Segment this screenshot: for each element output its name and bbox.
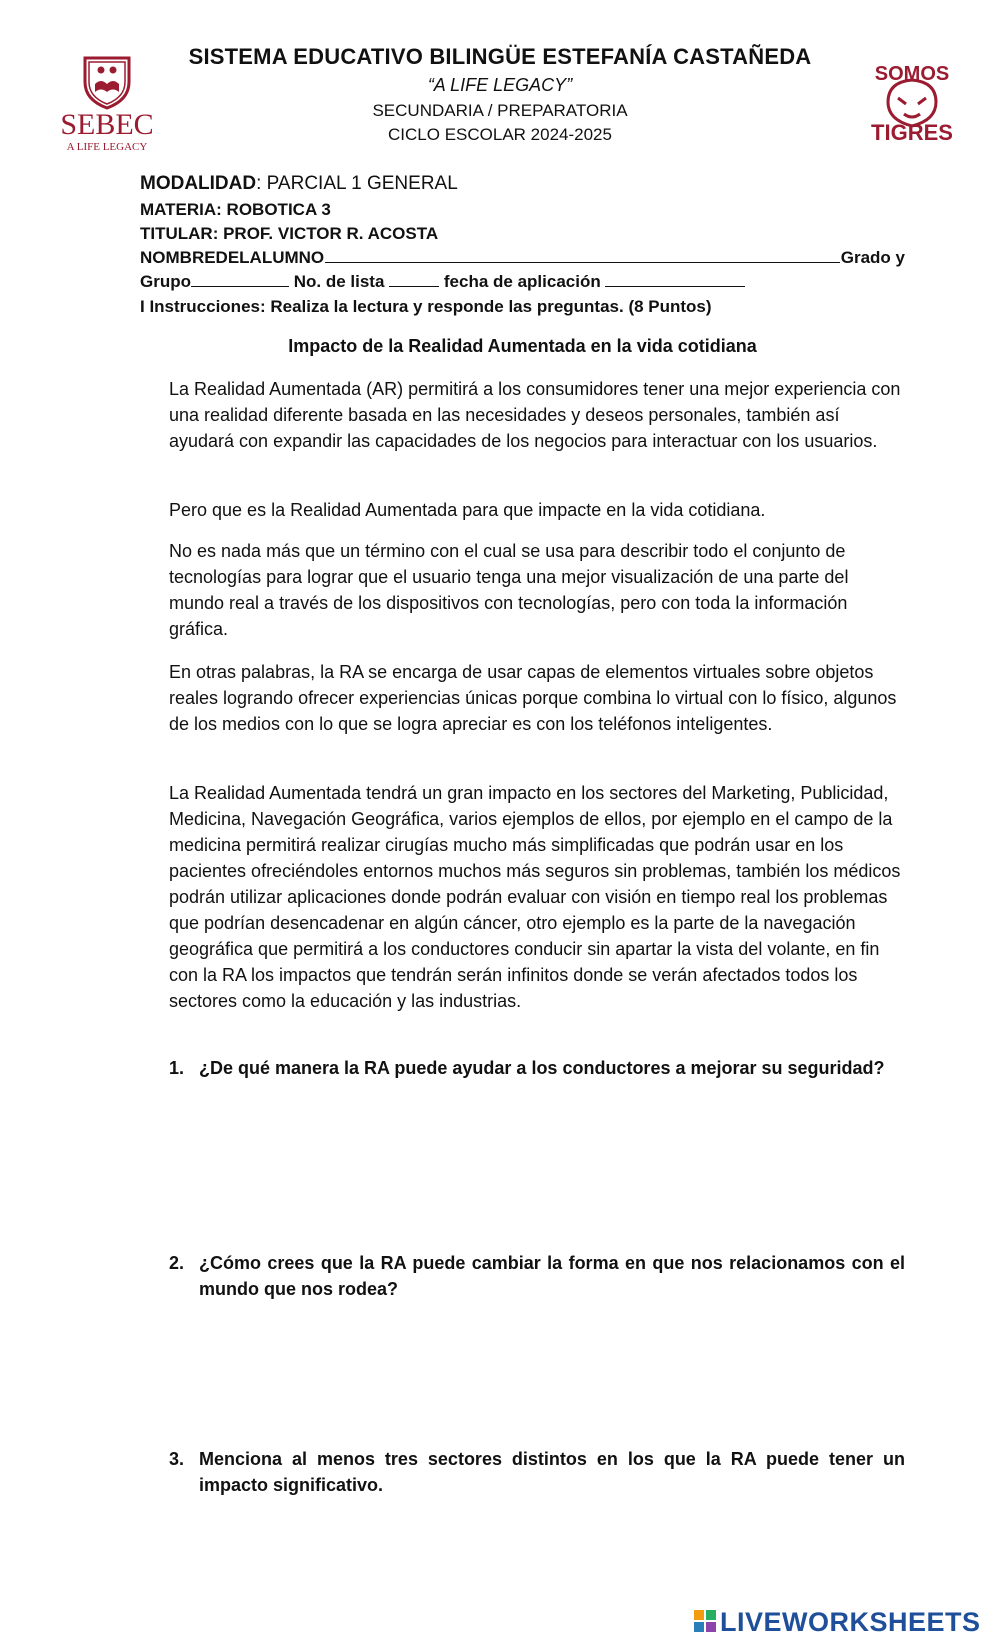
liveworksheets-brand (694, 1608, 981, 1636)
school-level: SECUNDARIA / PREPARATORIA (372, 101, 628, 120)
modalidad-value: : PARCIAL 1 GENERAL (256, 173, 458, 194)
school-name: SISTEMA EDUCATIVO BILINGÜE ESTEFANÍA CASTAÑEDA (188, 44, 812, 69)
nombre-line (140, 248, 905, 268)
question-number: 1. (169, 1058, 185, 1078)
nombre-field[interactable] (325, 248, 840, 263)
question-number: 2. (169, 1253, 185, 1273)
modalidad-line (140, 173, 905, 195)
school-cycle: CICLO ESCOLAR 2024-2025 (388, 125, 612, 144)
modalidad-label: MODALIDAD (140, 173, 257, 194)
question-text: Menciona al menos tres sectores distintos en los que la RA puede tener un impacto significativo. (199, 1449, 905, 1495)
question-number: 3. (169, 1449, 185, 1469)
sebec-logo-tagline: A LIFE LEGACY (66, 141, 148, 153)
reading-paragraph: La Realidad Aumentada tendrá un gran impacto en los sectores del Marketing, Publicidad, Medicina, Navegación Geográfica, varios ejemplos de ellos, por ejemplo en el campo de la medicina permitirá realizar cirugías mucho más simplificadas que podrán usar en los pacientes ofreciéndoles entornos muchos más seguros sin problemas, también los médicos podrán utilizar aplicaciones donde podrán evaluar con visión en tiempo real los problemas que podrían desencadenar en algún cáncer, otro ejemplo es la parte de la navegación geográfica que permitirá a los conductores conducir sin apartar la vista del volante, en fin con la RA los impactos que tendrán serán infinitos donde se verán afectados todos los sectores como la educación y las industrias. (169, 783, 901, 1011)
question-3 (169, 1446, 905, 1498)
tigres-logo-top: SOMOS (874, 63, 950, 85)
tigres-logo-bottom: TIGRES (871, 120, 953, 145)
question-text: ¿De qué manera la RA puede ayudar a los conductores a mejorar su seguridad? (199, 1058, 885, 1078)
instructions: I Instrucciones: Realiza la lectura y responde las preguntas. (8 Puntos) (140, 297, 712, 316)
question-2 (169, 1250, 905, 1302)
lista-field[interactable] (389, 272, 439, 287)
liveworksheets-icon (694, 1610, 716, 1634)
reading-paragraph: En otras palabras, la RA se encarga de usar capas de elementos virtuales sobre objetos reales logrando ofrecer experiencias únicas porque combina lo virtual con lo físico, algunos de los medios con lo que se logra apreciar es con los teléfonos inteligentes. (169, 662, 897, 734)
grupo-line (140, 272, 905, 292)
sebec-logo-name: SEBEC (60, 108, 154, 141)
liveworksheets-text: LIVEWORKSHEETS (720, 1606, 981, 1637)
reading-paragraph: No es nada más que un término con el cual se usa para describir todo el conjunto de tecnologías para lograr que el usuario tenga una mejor visualización de una parte del mundo real a través de los dispositivos con tecnologías, pero con toda la información gráfica. (169, 541, 849, 639)
question-text: ¿Cómo crees que la RA puede cambiar la forma en que nos relacionamos con el mundo que nos rodea? (199, 1253, 905, 1299)
tigres-logo (868, 60, 956, 146)
fecha-label: fecha de aplicación (443, 272, 601, 291)
school-motto: “A LIFE LEGACY” (427, 75, 573, 95)
reading-paragraph: La Realidad Aumentada (AR) permitirá a los consumidores tener una mejor experiencia con una realidad diferente basada en las necesidades y deseos personales, también así ayudará con expandir las capacidades de los negocios para interactuar con los usuarios. (169, 379, 901, 451)
grupo-field[interactable] (191, 272, 289, 287)
question-1 (169, 1055, 905, 1081)
fecha-field[interactable] (605, 272, 745, 287)
nombre-label: NOMBREDELALUMNO (140, 248, 325, 267)
materia-line: MATERIA: ROBOTICA 3 (140, 200, 331, 219)
titular-line: TITULAR: PROF. VICTOR R. ACOSTA (140, 224, 439, 243)
grupo-label: Grupo (140, 272, 191, 291)
reading-paragraph: Pero que es la Realidad Aumentada para que impacte en la vida cotidiana. (169, 500, 766, 520)
reading-title: Impacto de la Realidad Aumentada en la vida cotidiana (288, 336, 757, 356)
sebec-logo (52, 54, 162, 158)
lista-label: No. de lista (293, 272, 385, 291)
grado-label: Grado y (840, 248, 905, 267)
